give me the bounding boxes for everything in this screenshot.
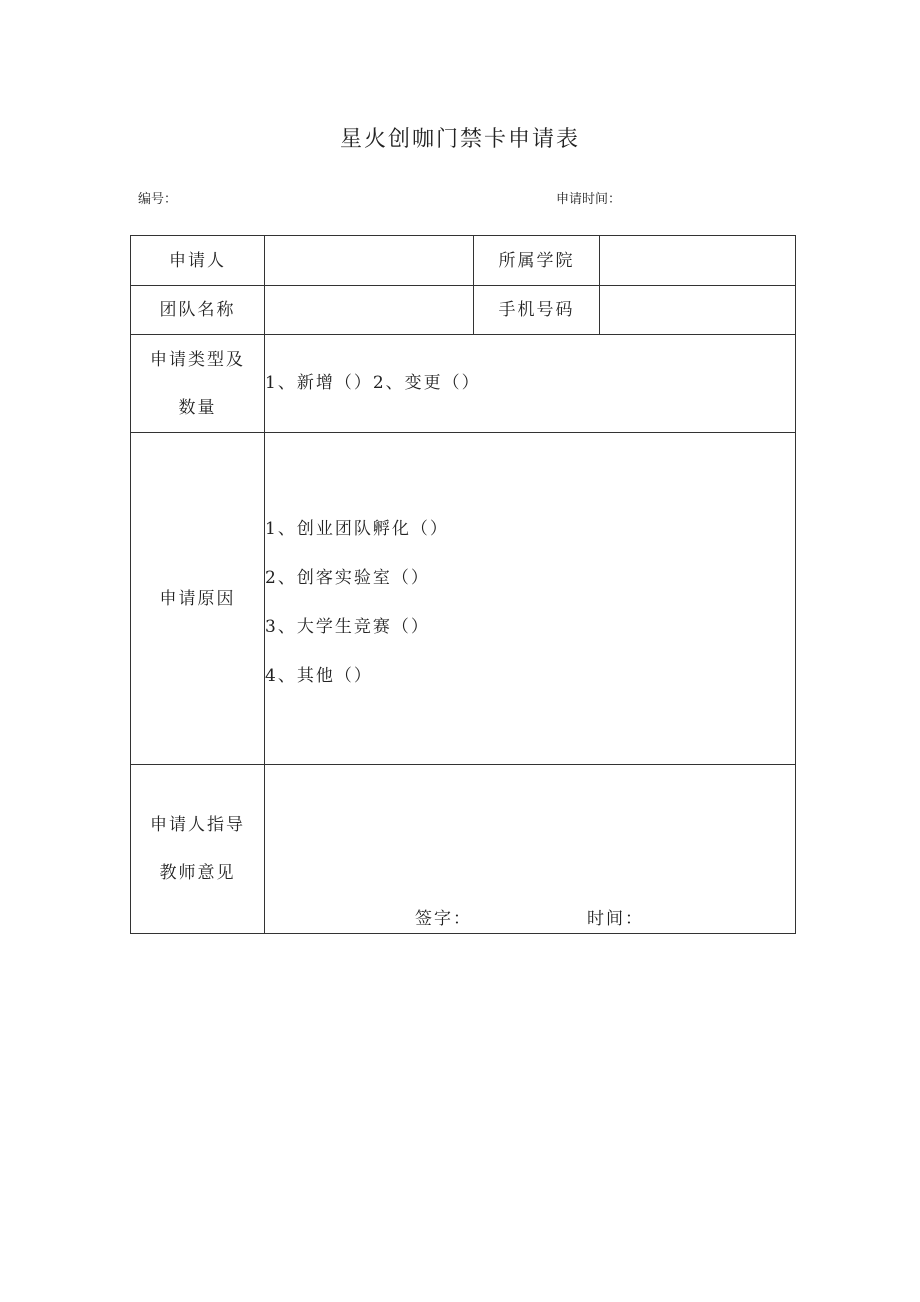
- time-label: 时间：: [587, 909, 644, 929]
- reason-option: 2、创客实验室（）: [265, 567, 430, 588]
- phone-label: 手机号码: [474, 286, 600, 335]
- advisor-opinion-label: [131, 765, 265, 934]
- reason-option: 1、创业团队孵化（）: [265, 518, 449, 539]
- type-label-line2: 数量: [178, 397, 217, 418]
- applicant-label: 申请人: [131, 236, 265, 286]
- type-label-line1: 申请类型及: [150, 349, 245, 370]
- advisor-row: [131, 765, 796, 934]
- reason-row: [131, 433, 796, 765]
- signature-label: 签字：: [415, 909, 472, 929]
- advisor-label-line2: 教师意见: [159, 863, 236, 883]
- type-row: [131, 335, 796, 433]
- apply-time-label: 申请时间：: [556, 192, 622, 207]
- applicant-field[interactable]: [265, 236, 474, 286]
- team-name-label: 团队名称: [131, 286, 265, 335]
- advisor-opinion-field[interactable]: [265, 765, 796, 934]
- reason-label: 申请原因: [131, 433, 265, 765]
- college-field[interactable]: [600, 236, 796, 286]
- type-options: 1、新增（）2、变更（）: [265, 373, 481, 393]
- reason-option: 4、其他（）: [265, 665, 373, 686]
- reason-option: 3、大学生竞赛（）: [265, 616, 430, 637]
- college-label: 所属学院: [474, 236, 600, 286]
- application-form-table: [130, 235, 796, 934]
- team-name-field[interactable]: [265, 286, 474, 335]
- advisor-label-line1: 申请人指导: [150, 815, 245, 835]
- type-options-field[interactable]: [265, 335, 796, 433]
- applicant-row: [131, 236, 796, 286]
- reason-options-field[interactable]: [265, 433, 796, 765]
- form-title: 星火创咖门禁卡申请表: [339, 127, 580, 152]
- team-row: [131, 286, 796, 335]
- type-quantity-label: [131, 335, 265, 433]
- serial-number-label: 编号：: [138, 192, 178, 207]
- phone-field[interactable]: [600, 286, 796, 335]
